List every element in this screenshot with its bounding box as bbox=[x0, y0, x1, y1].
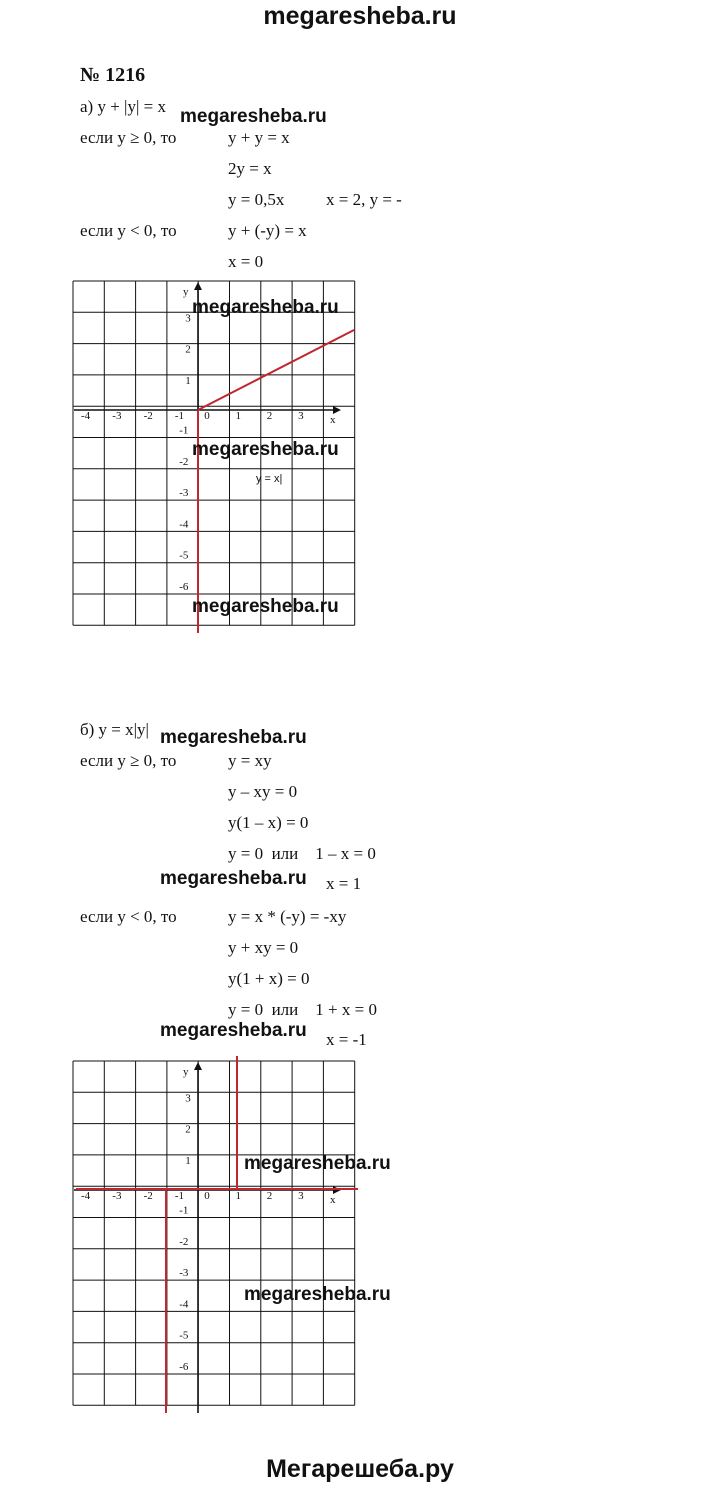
part-b-case1-line: y – xy = 0 bbox=[228, 782, 298, 801]
y-tick-label: -1 bbox=[179, 1204, 189, 1217]
y-tick-label: -4 bbox=[179, 1298, 189, 1311]
part-a-case2-line: x = 0 bbox=[228, 252, 264, 271]
graph-annotation: y = x| bbox=[256, 473, 283, 485]
y-axis-label: y bbox=[183, 286, 189, 298]
y-tick-label: 1 bbox=[185, 374, 191, 387]
y-axis-arrow bbox=[194, 282, 202, 290]
watermark: megaresheba.ru bbox=[160, 1020, 307, 1041]
y-tick-label: 2 bbox=[185, 1123, 191, 1136]
x-tick-label: 3 bbox=[298, 1190, 304, 1203]
x-tick-label: -4 bbox=[81, 410, 91, 423]
part-a-case2-line: y + (-y) = x bbox=[228, 221, 307, 240]
y-tick-label: -2 bbox=[179, 455, 189, 468]
y-tick-label: -6 bbox=[179, 1361, 189, 1373]
part-b-case1-line: y = 0 или 1 – x = 0 bbox=[228, 844, 376, 863]
part-b-case1-extra: x = 1 bbox=[326, 874, 362, 893]
part-a-case1-label: если y ≥ 0, то bbox=[80, 128, 177, 147]
y-tick-label: -5 bbox=[179, 549, 189, 562]
watermark: megaresheba.ru bbox=[180, 106, 327, 127]
y-tick-label: 3 bbox=[185, 1092, 191, 1105]
x-tick-label: 1 bbox=[235, 410, 241, 423]
x-axis-label: x bbox=[330, 1194, 336, 1206]
watermark: megaresheba.ru bbox=[160, 727, 307, 748]
part-b-case2-extra: x = -1 bbox=[326, 1030, 367, 1049]
part-a-heading: а) y + |y| = x bbox=[80, 97, 166, 116]
y-axis-label: y bbox=[183, 1066, 189, 1078]
watermark: megaresheba.ru bbox=[160, 868, 307, 889]
x-tick-label: 2 bbox=[266, 410, 273, 423]
y-tick-label: -5 bbox=[179, 1329, 189, 1342]
x-tick-label: -1 bbox=[174, 1190, 185, 1203]
part-b-case1-line: y(1 – x) = 0 bbox=[228, 813, 309, 832]
problem-number: № 1216 bbox=[80, 64, 146, 86]
x-axis-label: x bbox=[330, 414, 336, 426]
part-a-case1-line: 2y = x bbox=[228, 159, 272, 178]
part-b-case2-line: y = 0 или 1 + x = 0 bbox=[228, 1000, 377, 1019]
watermark: megaresheba.ru bbox=[244, 1153, 391, 1174]
part-b-heading: б) y = x|y| bbox=[80, 720, 149, 739]
x-tick-label: 0 bbox=[204, 410, 210, 423]
y-tick-label: -6 bbox=[179, 581, 189, 593]
part-b-case1-label: если y ≥ 0, то bbox=[80, 751, 177, 770]
y-tick-label: 3 bbox=[185, 312, 191, 325]
part-a-case1-note: x = 2, y = - bbox=[326, 190, 402, 209]
x-tick-label: 2 bbox=[266, 1190, 273, 1203]
part-a-case2-label: если y < 0, то bbox=[80, 221, 177, 240]
y-tick-label: -4 bbox=[179, 518, 189, 531]
x-tick-label: -4 bbox=[81, 1190, 91, 1203]
part-b-case2-line: y(1 + x) = 0 bbox=[228, 969, 310, 988]
watermark: megaresheba.ru bbox=[244, 1284, 391, 1305]
x-axis-arrow bbox=[333, 406, 341, 414]
site-header: megaresheba.ru bbox=[263, 2, 457, 30]
x-tick-label: 3 bbox=[298, 410, 304, 423]
x-tick-label: -1 bbox=[174, 410, 185, 423]
part-b-case1-line: y = xy bbox=[228, 751, 272, 770]
y-tick-label: -1 bbox=[179, 424, 189, 437]
x-tick-label: 1 bbox=[235, 1190, 241, 1203]
watermark: megaresheba.ru bbox=[192, 596, 339, 617]
part-b-case2-line: y + xy = 0 bbox=[228, 938, 299, 957]
y-tick-label: -3 bbox=[179, 487, 189, 500]
site-footer: Мегарешеба.ру bbox=[266, 1455, 454, 1483]
x-tick-label: -2 bbox=[143, 1190, 153, 1203]
watermark: megaresheba.ru bbox=[192, 439, 339, 460]
y-tick-label: 2 bbox=[185, 343, 191, 356]
tick-labels bbox=[81, 1092, 304, 1373]
y-axis-arrow bbox=[194, 1062, 202, 1070]
x-tick-label: -3 bbox=[112, 1190, 122, 1203]
plot-ray-y-half-x bbox=[198, 330, 354, 410]
part-b-case2-line: y = x * (-y) = -xy bbox=[228, 907, 347, 926]
y-tick-label: -2 bbox=[179, 1235, 189, 1248]
y-tick-label: -3 bbox=[179, 1267, 189, 1280]
y-tick-label: 1 bbox=[185, 1154, 191, 1167]
watermark: megaresheba.ru bbox=[192, 297, 339, 318]
grid bbox=[73, 1061, 355, 1405]
part-b-case2-label: если y < 0, то bbox=[80, 907, 177, 926]
x-tick-label: 0 bbox=[204, 1190, 210, 1203]
x-tick-label: -3 bbox=[112, 410, 122, 423]
part-a-case1-line: y = 0,5x bbox=[228, 190, 285, 209]
x-tick-label: -2 bbox=[143, 410, 153, 423]
graph-part-b bbox=[60, 1050, 370, 1420]
part-a-case1-line: y + y = x bbox=[228, 128, 290, 147]
